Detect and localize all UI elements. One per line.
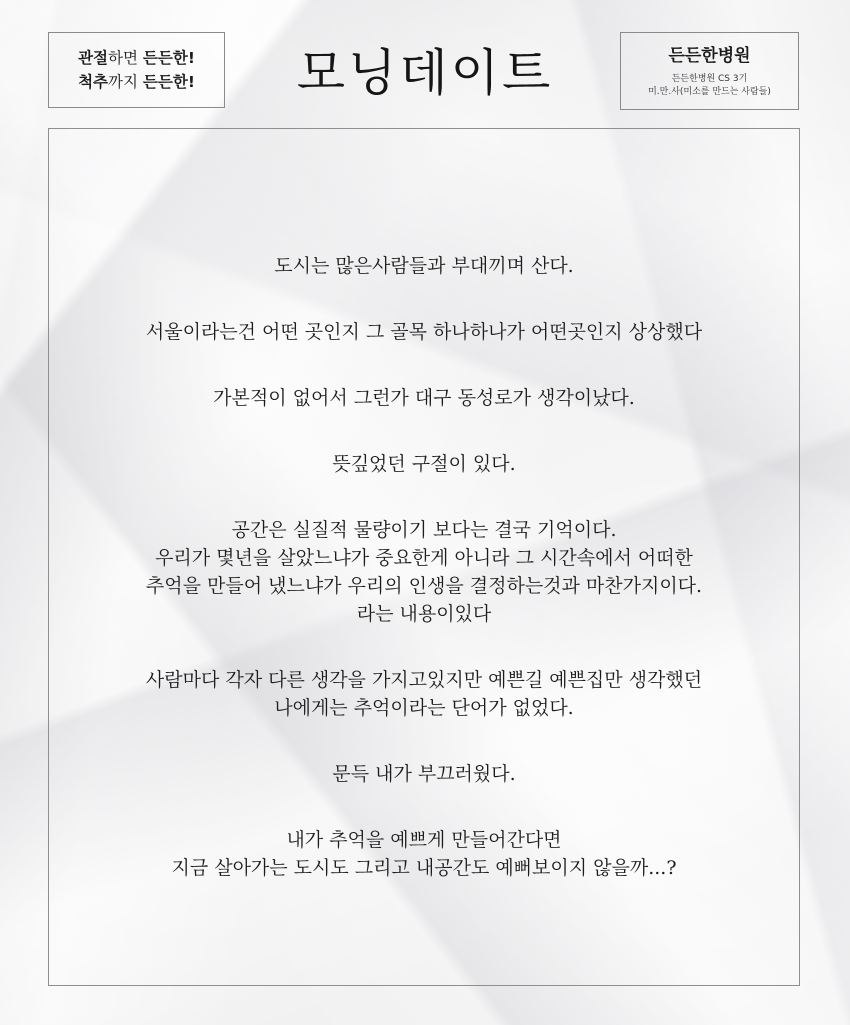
- slogan-line-1: [78, 46, 195, 70]
- paragraph-line: 도시는 많은사람들과 부대끼며 산다.: [274, 255, 574, 277]
- paragraph-line: 가본적이 없어서 그런가 대구 동성로가 생각이났다.: [213, 387, 635, 409]
- brand-subtitle: [621, 73, 798, 99]
- paragraph-line: 사람마다 각자 다른 생각을 가지고있지만 예쁜길 예쁜집만 생각했던: [145, 669, 703, 691]
- brand-subtitle-line-2: 미.만.사(미소를 만드는 사람들): [648, 87, 771, 97]
- paragraph: [48, 252, 800, 280]
- slogan-line-2-part-2: 까지: [108, 73, 143, 91]
- brand-badge: [620, 32, 799, 110]
- paragraph: [48, 450, 800, 478]
- paragraph: [48, 826, 800, 882]
- paragraph-line: 공간은 실질적 물량이기 보다는 결국 기억이다.: [231, 519, 617, 541]
- paragraph-line: 라는 내용이있다: [356, 603, 492, 625]
- paragraph-line: 추억을 만들어 냈느냐가 우리의 인생을 결정하는것과 마찬가지이다.: [145, 575, 703, 597]
- paragraph: [48, 384, 800, 412]
- slogan-line-1-part-2: 하면: [108, 49, 143, 67]
- paragraph-line: 내가 추억을 예쁘게 만들어간다면: [286, 829, 562, 851]
- paragraph-line: 우리가 몇년을 살았느냐가 중요한게 아니라 그 시간속에서 어떠한: [155, 547, 693, 569]
- paragraph-line: 뜻깊었던 구절이 있다.: [332, 453, 516, 475]
- brand-name: 든든한병원: [668, 46, 751, 66]
- slogan-line-2: [78, 70, 195, 94]
- paragraph: [48, 760, 800, 788]
- paragraph-line: 서울이라는건 어떤 곳인지 그 골목 하나하나가 어떤곳인지 상상했다: [145, 321, 703, 343]
- paragraph: [48, 516, 800, 628]
- paragraph: [48, 666, 800, 722]
- slogan-line-1-part-1: 관절: [78, 49, 109, 67]
- body-text: [48, 252, 800, 882]
- slogan-line-2-part-3: 든든한!: [142, 73, 195, 91]
- paragraph-line: 지금 살아가는 도시도 그리고 내공간도 예뻐보이지 않을까...?: [171, 857, 677, 879]
- slogan-line-2-part-1: 척추: [78, 73, 109, 91]
- slogan-badge: [48, 32, 225, 108]
- slogan-line-1-part-3: 든든한!: [142, 49, 195, 67]
- paragraph: [48, 318, 800, 346]
- paragraph-line: 나에게는 추억이라는 단어가 없었다.: [274, 697, 574, 719]
- brand-subtitle-line-1: 든든한병원 CS 3기: [671, 74, 748, 84]
- page-title: 모닝데이트: [296, 44, 554, 102]
- paragraph-line: 문득 내가 부끄러웠다.: [332, 763, 516, 785]
